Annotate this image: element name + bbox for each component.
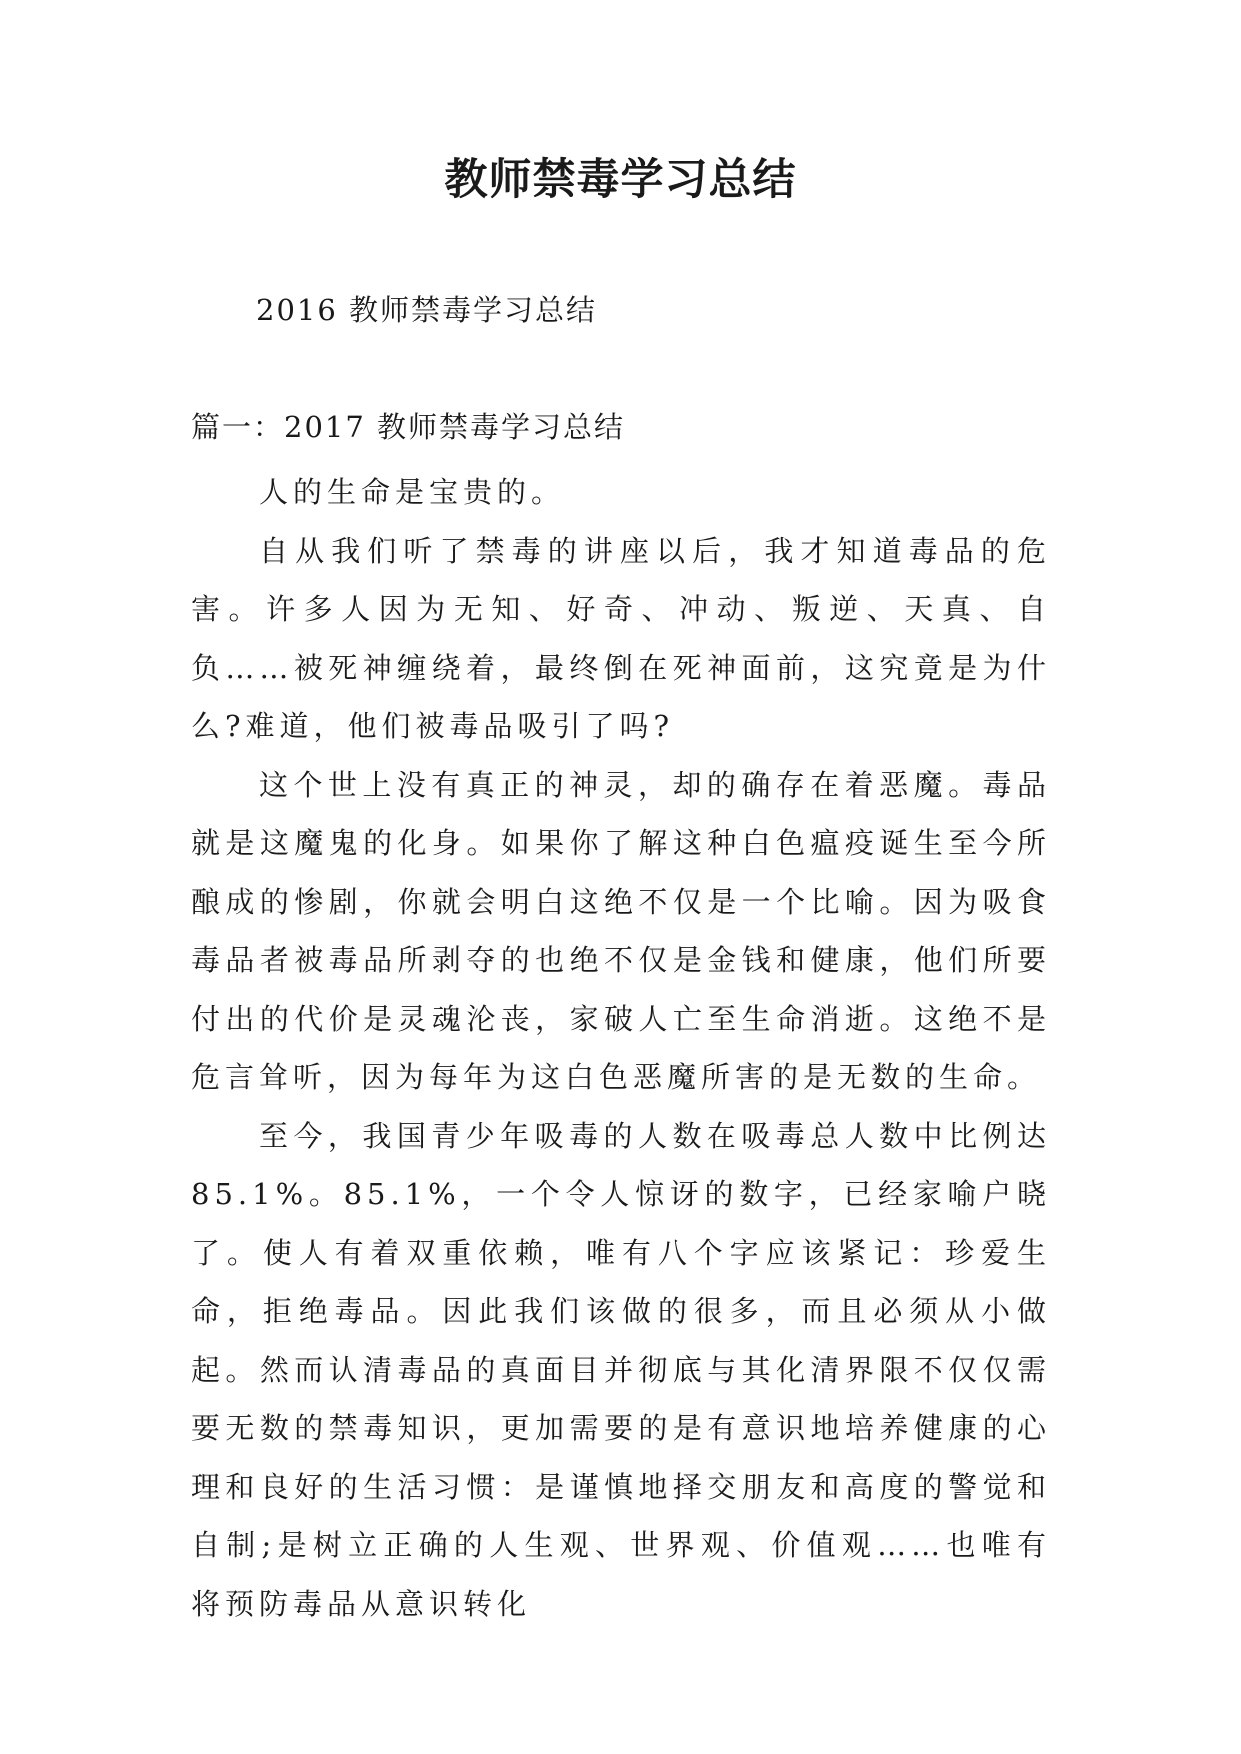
paragraph: 至今，我国青少年吸毒的人数在吸毒总人数中比例达85.1%。85.1%，一个令人惊讶的数字，已经家喻户晓了。使人有着双重依赖，唯有八个字应该紧记：珍爱生命，拒绝毒品。因此我们该做的很多，而且必须从小做起。然而认清毒品的真面目并彻底与其化清界限不仅仅需要无数的禁毒知识，更加需要的是有意识地培养健康的心理和良好的生活习惯：是谨慎地择交朋友和高度的警觉和自制;是树立正确的人生观、世界观、价值观……也唯有将预防毒品从意识转化 [191, 1118, 1051, 1621]
paragraph: 自从我们听了禁毒的讲座以后，我才知道毒品的危害。许多人因为无知、好奇、冲动、叛逆、天真、自负……被死神缠绕着，最终倒在死神面前，这究竟是为什么?难道，他们被毒品吸引了吗? [191, 533, 1051, 743]
document-subtitle: 2016 教师禁毒学习总结 [256, 293, 598, 327]
document-title: 教师禁毒学习总结 [444, 155, 797, 205]
section-heading: 篇一：2017 教师禁毒学习总结 [191, 410, 626, 444]
paragraph: 这个世上没有真正的神灵，却的确存在着恶魔。毒品就是这魔鬼的化身。如果你了解这种白色瘟疫诞生至今所酿成的惨剧，你就会明白这绝不仅是一个比喻。因为吸食毒品者被毒品所剥夺的也绝不仅是金钱和健康，他们所要付出的代价是灵魂沦丧，家破人亡至生命消逝。这绝不是危言耸听，因为每年为这白色恶魔所害的是无数的生命。 [191, 767, 1051, 1094]
body-text [191, 463, 1051, 1633]
paragraph: 人的生命是宝贵的。 [259, 475, 566, 509]
